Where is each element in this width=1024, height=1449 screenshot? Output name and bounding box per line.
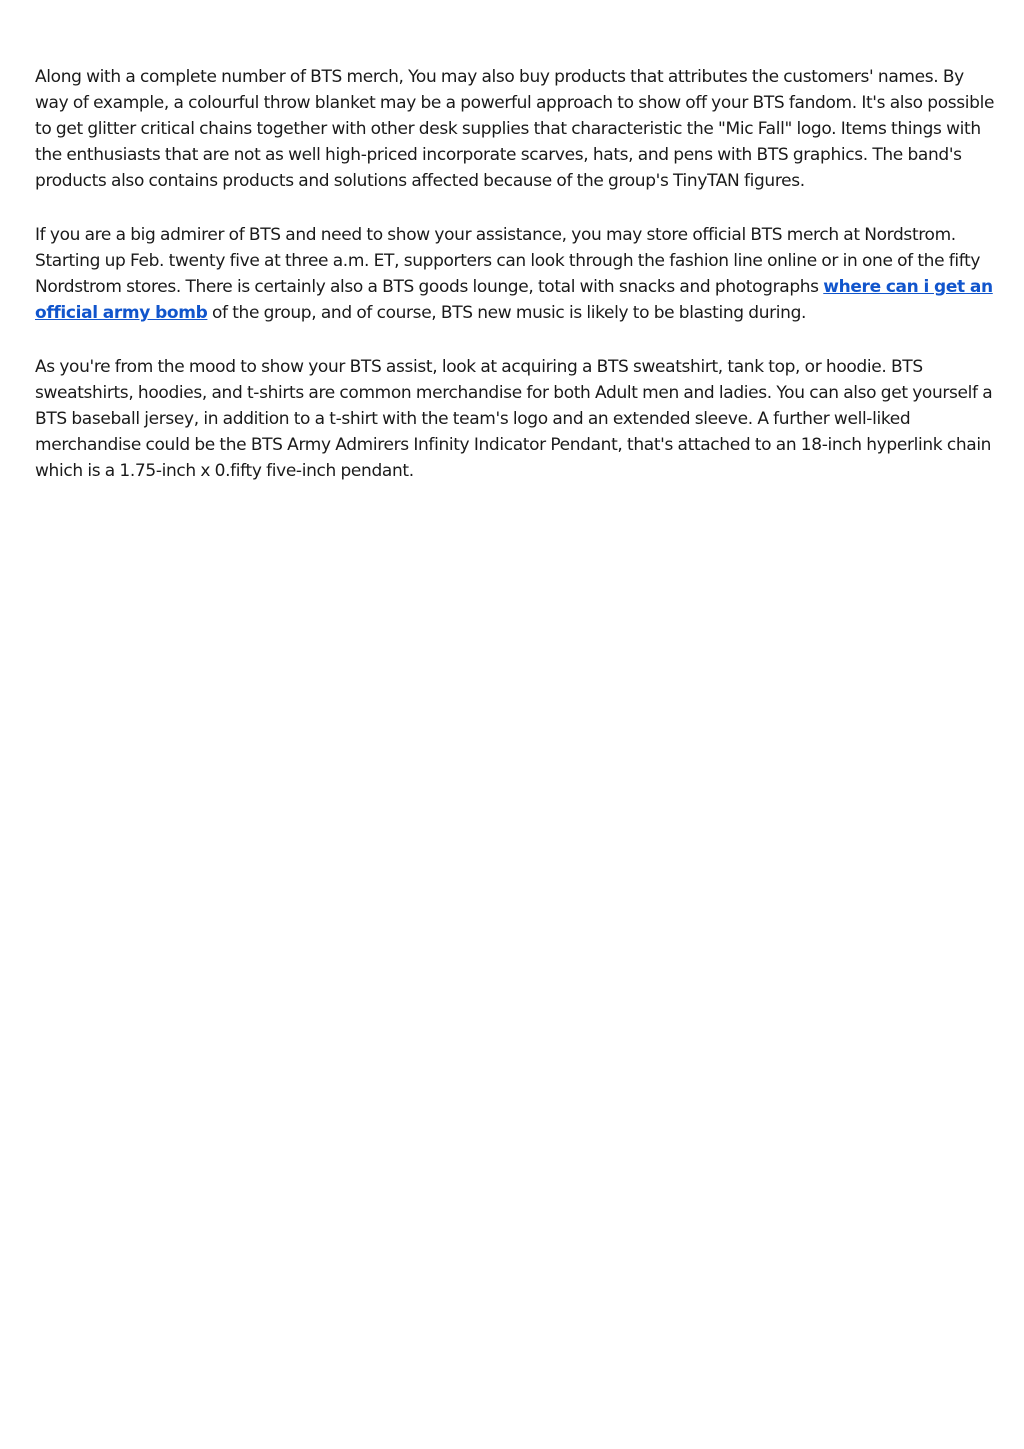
paragraph-2 <box>35 222 995 326</box>
article-body <box>35 64 995 512</box>
paragraph-3: As you're from the mood to show your BTS assist, look at acquiring a BTS sweatshirt, tank top, or hoodie. BTS sweatshirts, hoodies, and t-shirts are common merchandise for both Adult men and ladies. You can also get yourself a BTS baseball jersey, in addition to a t-shirt with the team's logo and an extended sleeve. A further well-liked merchandise could be the BTS Army Admirers Infinity Indicator Pendant, that's attached to an 18-inch hyperlink chain which is a 1.75-inch x 0.fifty five-inch pendant. <box>35 357 993 481</box>
paragraph-1: Along with a complete number of BTS merch, You may also buy products that attributes the customers' names. By way of example, a colourful throw blanket may be a powerful approach to show off your BTS fandom. It's also possible to get glitter critical chains together with other desk supplies that characteristic the "Mic Fall" logo. Items things with the enthusiasts that are not as well high-priced incorporate scarves, hats, and pens with BTS graphics. The band's products also contains products and solutions affected because of the group's TinyTAN figures. <box>35 67 995 191</box>
paragraph-2-text-after-link: of the group, and of course, BTS new music is likely to be blasting during. <box>207 303 807 323</box>
paragraph-2-text-before-link: If you are a big admirer of BTS and need to show your assistance, you may store official BTS merch at Nordstrom. Starting up Feb. twenty five at three a.m. ET, supporters can look through the fashion line online or in one of the fifty Nordstrom stores. There is certainly also a BTS goods lounge, total with snacks and photographs <box>35 225 981 297</box>
army-bomb-link[interactable]: where can i get an official army bomb <box>35 277 993 323</box>
